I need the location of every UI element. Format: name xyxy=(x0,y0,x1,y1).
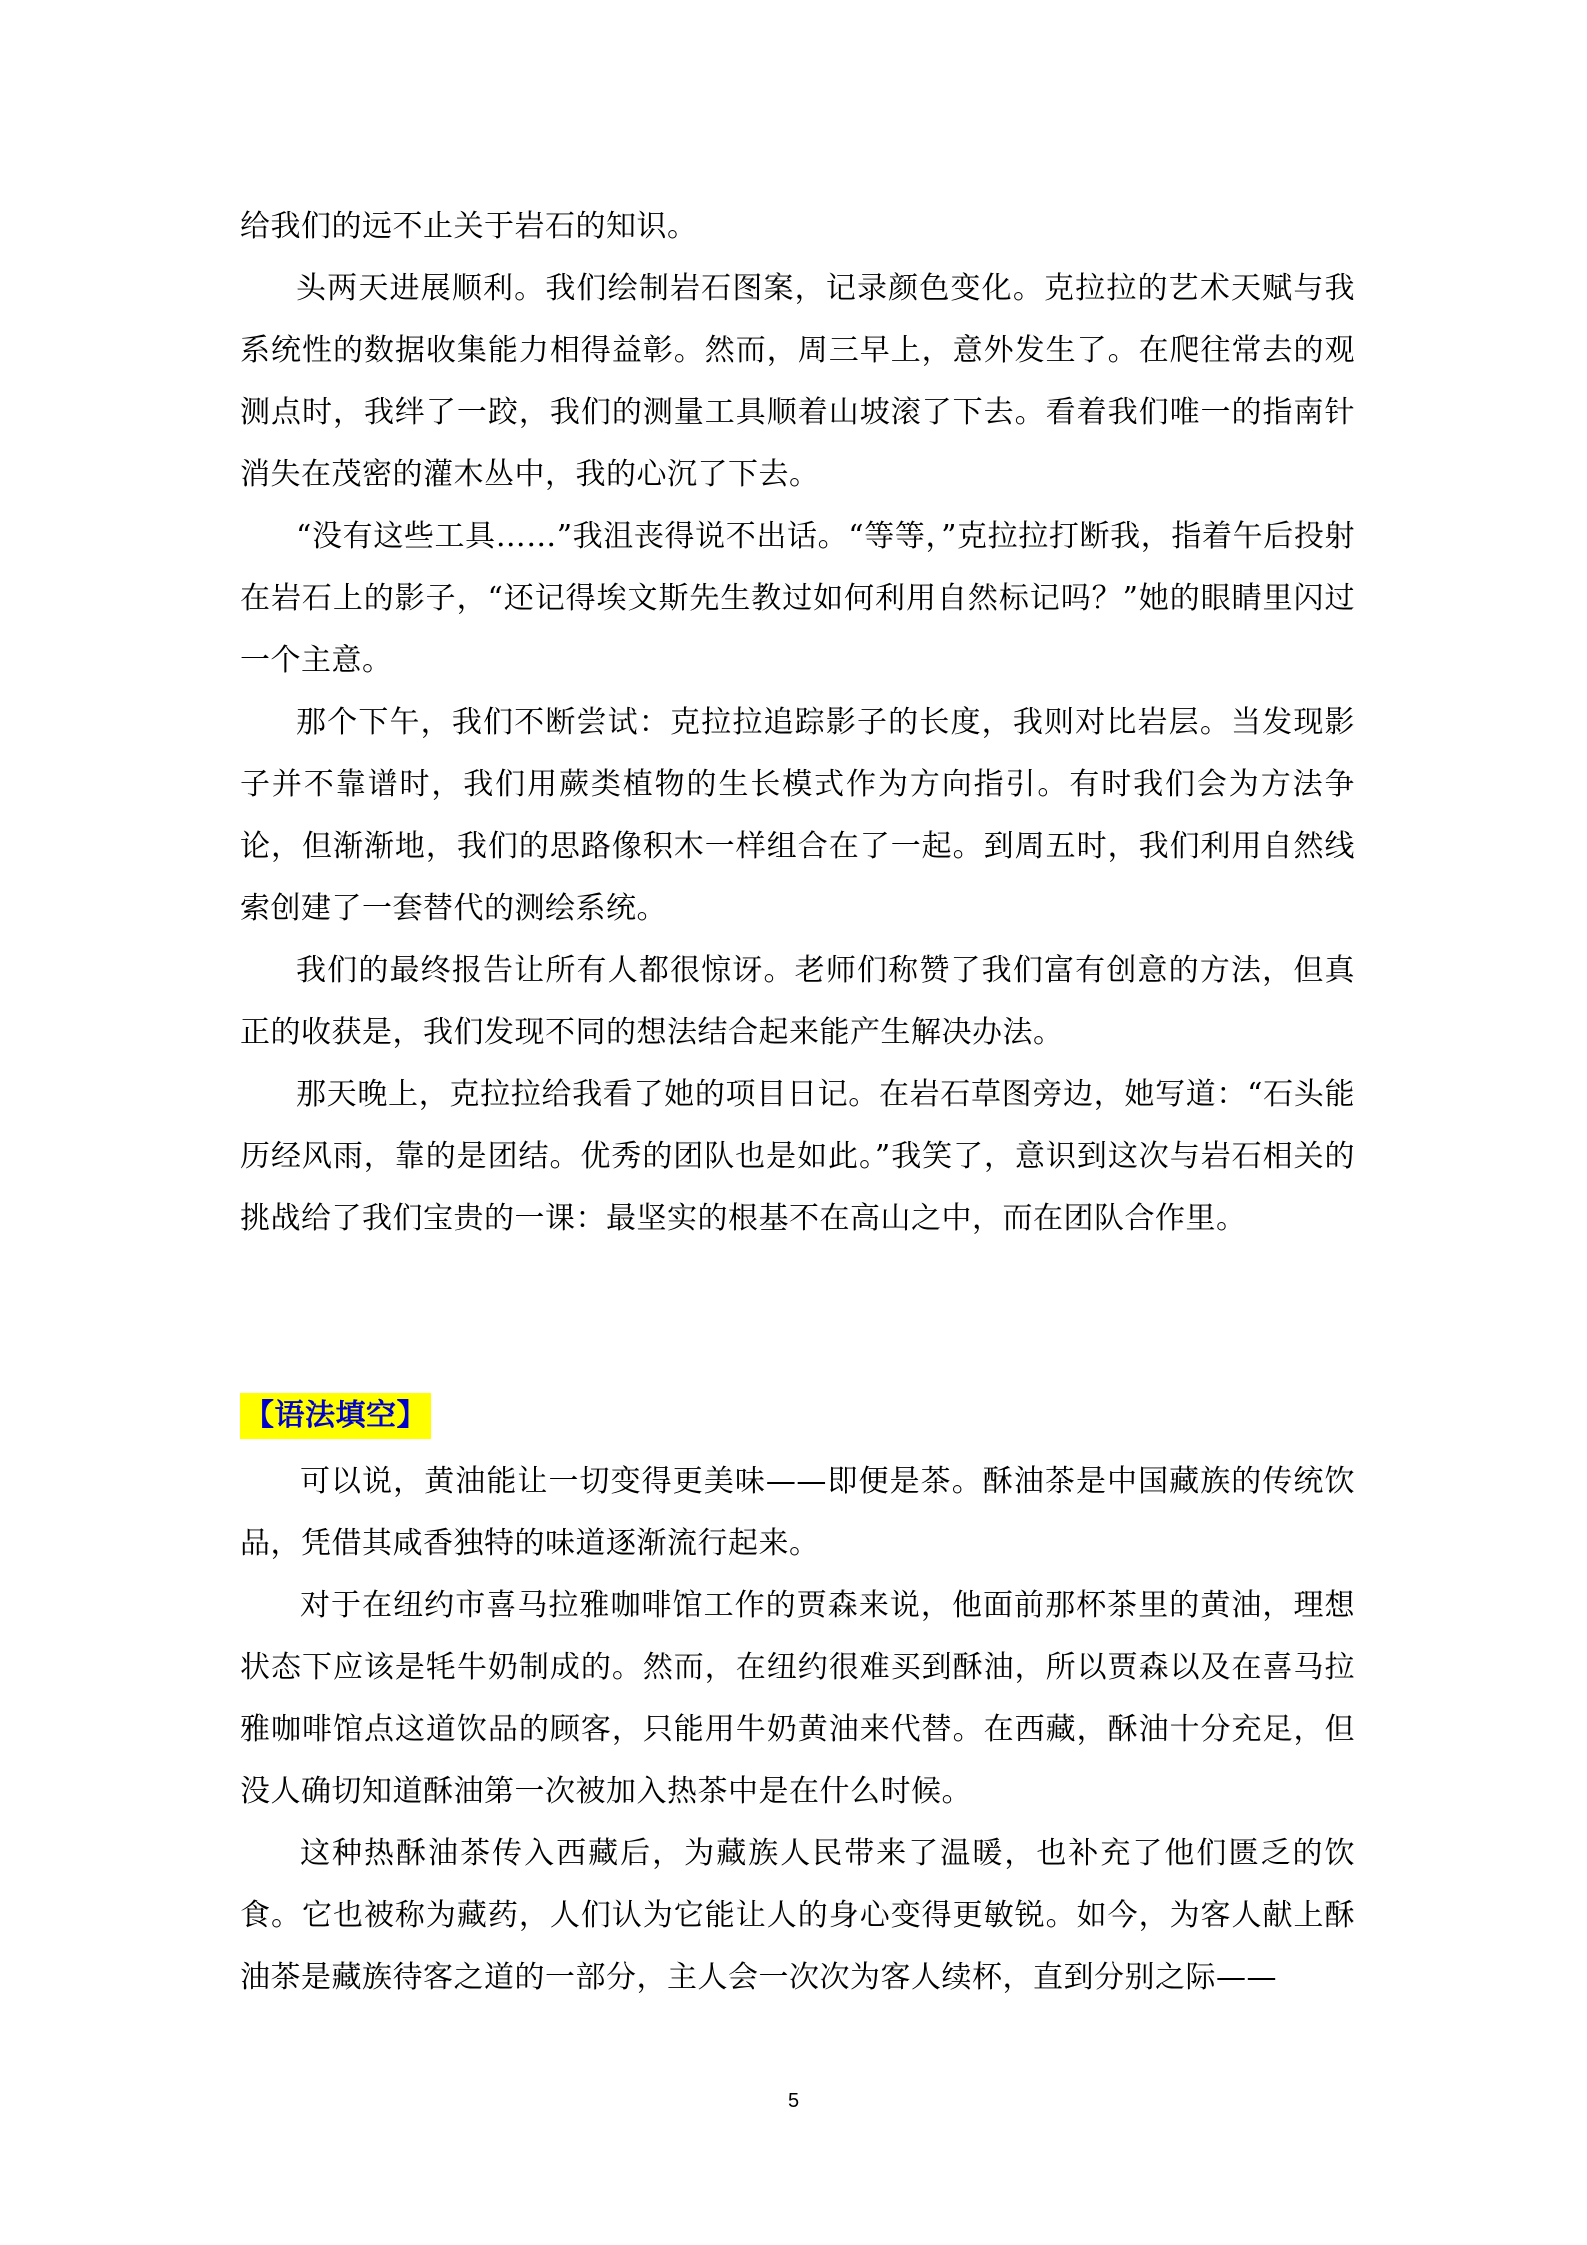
story-paragraph: “没有这些工具……”我沮丧得说不出话。“等等，”克拉拉打断我，指着午后投射在岩石上的影子，“还记得埃文斯先生教过如何利用自然标记吗？”她的眼睛里闪过一个主意。 xyxy=(240,519,1355,678)
story-paragraph: 我们的最终报告让所有人都很惊讶。老师们称赞了我们富有创意的方法，但真正的收获是，我们发现不同的想法结合起来能产生解决办法。 xyxy=(240,953,1355,1050)
page-number: 5 xyxy=(787,2090,800,2112)
section-label-grammar-fill: 【语法填空】 xyxy=(240,1393,431,1439)
story-paragraph-continuation: 给我们的远不止关于岩石的知识。 xyxy=(240,209,698,244)
story-paragraph: 那个下午，我们不断尝试：克拉拉追踪影子的长度，我则对比岩层。当发现影子并不靠谱时，我们用蕨类植物的生长模式作为方向指引。有时我们会为方法争论，但渐渐地，我们的思路像积木一样组合在了一起。到周五时，我们利用自然线索创建了一套替代的测绘系统。 xyxy=(240,705,1355,926)
story-paragraph: 头两天进展顺利。我们绘制岩石图案，记录颜色变化。克拉拉的艺术天赋与我系统性的数据收集能力相得益彰。然而，周三早上，意外发生了。在爬往常去的观测点时，我绊了一跤，我们的测量工具顺着山坡滚了下去。看着我们唯一的指南针消失在茂密的灌木丛中，我的心沉了下去。 xyxy=(240,271,1355,492)
grammar-paragraph: 对于在纽约市喜马拉雅咖啡馆工作的贾森来说，他面前那杯茶里的黄油，理想状态下应该是牦牛奶制成的。然而，在纽约很难买到酥油，所以贾森以及在喜马拉雅咖啡馆点这道饮品的顾客，只能用牛奶黄油来代替。在西藏，酥油十分充足，但没人确切知道酥油第一次被加入热茶中是在什么时候。 xyxy=(240,1588,1355,1809)
grammar-section xyxy=(240,1385,1355,2009)
story-text xyxy=(240,196,1355,1250)
grammar-paragraph: 可以说，黄油能让一切变得更美味——即便是茶。酥油茶是中国藏族的传统饮品，凭借其咸香独特的味道逐渐流行起来。 xyxy=(240,1464,1355,1561)
story-paragraph: 那天晚上，克拉拉给我看了她的项目日记。在岩石草图旁边，她写道：“石头能历经风雨，靠的是团结。优秀的团队也是如此。”我笑了，意识到这次与岩石相关的挑战给了我们宝贵的一课：最坚实的根基不在高山之中，而在团队合作里。 xyxy=(240,1077,1355,1236)
grammar-paragraph: 这种热酥油茶传入西藏后，为藏族人民带来了温暖，也补充了他们匮乏的饮食。它也被称为藏药，人们认为它能让人的身心变得更敏锐。如今，为客人献上酥油茶是藏族待客之道的一部分，主人会一次次为客人续杯，直到分别之际—— xyxy=(240,1836,1355,1995)
